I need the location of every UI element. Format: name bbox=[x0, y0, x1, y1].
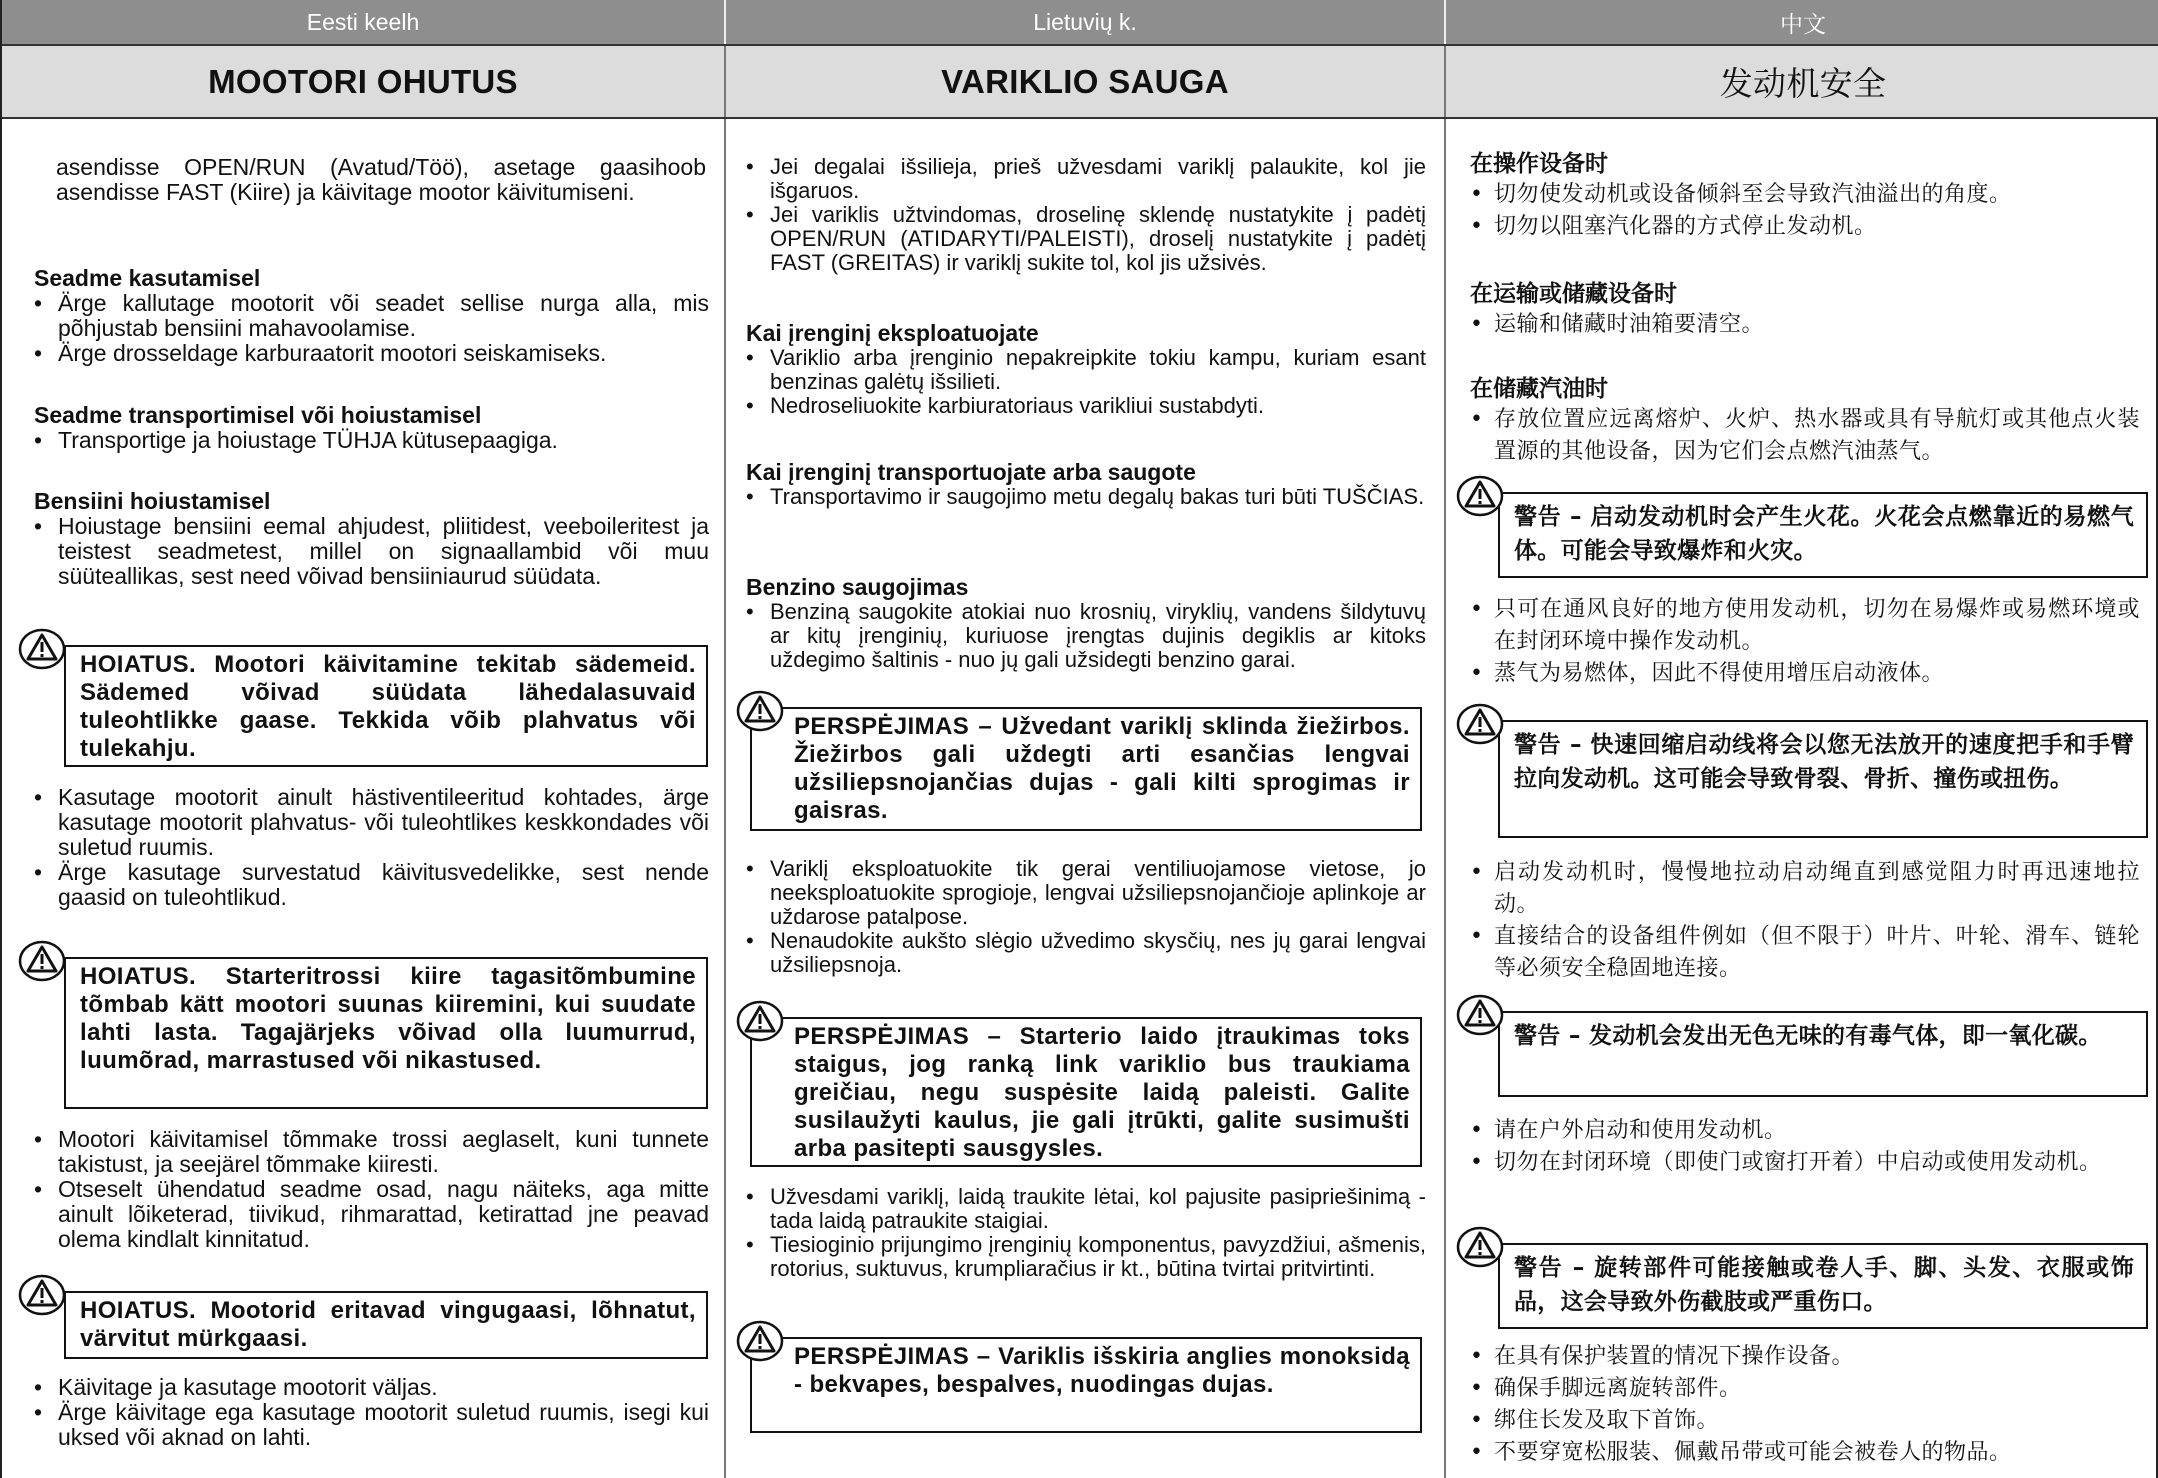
warning-triangle-icon bbox=[1456, 702, 1504, 746]
intro-paragraph: asendisse OPEN/RUN (Avatud/Töö), asetage gaasihoob asendisse FAST (Kiire) ja käivitage mootor käivitumiseni. bbox=[56, 154, 706, 205]
warning-box bbox=[750, 1017, 1422, 1167]
title-lithuanian: VARIKLIO SAUGA bbox=[726, 46, 1446, 117]
warning-triangle-icon bbox=[1456, 1225, 1504, 1269]
bullet-list bbox=[1470, 179, 2140, 243]
warning-triangle-icon bbox=[1456, 993, 1504, 1037]
warning-box bbox=[64, 957, 708, 1109]
warning-box bbox=[750, 1337, 1422, 1433]
warning-text: 警告 – 启动发动机时会产生火花。火花会点燃靠近的易燃气体。可能会导致爆炸和火灾。 bbox=[1514, 504, 2134, 564]
bullet-list bbox=[746, 155, 1426, 275]
warning-box bbox=[64, 1291, 708, 1359]
list-item: • Tiesioginio prijungimo įrenginių komponentus, pavyzdžiui, ašmenis, rotorius, suktuvus, krumpliaračius ir kt., būtina tvirtai pritvirtinti. bbox=[746, 1233, 1426, 1281]
column-chinese bbox=[1446, 119, 2158, 1478]
list-item: • Otseselt ühendatud seadme osad, nagu näiteks, aga mitte ainult lõiketerad, tiivikud, rihmarattad, ketirattad jne peavad olema kindlalt kinnitatud. bbox=[34, 1177, 709, 1252]
warning-triangle-icon bbox=[18, 627, 66, 671]
list-item: • Jei variklis užtvindomas, droselinę sklendę nustatykite į padėtį OPEN/RUN (ATIDARYTI/PALEISTI), droselį nustatykite į padėtį FAST (GREITAS) ir variklį sukite tol, kol jis užsivės. bbox=[746, 203, 1426, 275]
warning-box bbox=[1498, 1243, 2148, 1329]
list-item: • 运输和储藏时油箱要清空。 bbox=[1470, 309, 2140, 341]
list-item: • 存放位置应远离熔炉、火炉、热水器或具有导航灯或其他点火装置源的其他设备，因为它们会点燃汽油蒸气。 bbox=[1470, 404, 2140, 468]
section-heading: Seadme transportimisel või hoiustamisel bbox=[34, 402, 482, 428]
list-item: • 在具有保护装置的情况下操作设备。 bbox=[1470, 1341, 2140, 1373]
list-item: • Käivitage ja kasutage mootorit väljas. bbox=[34, 1375, 709, 1400]
list-item: • Mootori käivitamisel tõmmake trossi aeglaselt, kuni tunnete takistust, ja seejärel tõmmake kiiresti. bbox=[34, 1127, 709, 1177]
warning-box bbox=[1498, 720, 2148, 838]
list-item: • 蒸气为易燃体，因此不得使用增压启动液体。 bbox=[1470, 658, 2140, 690]
list-item: • Ärge drosseldage karburaatorit mootori seiskamiseks. bbox=[34, 341, 709, 366]
column-lithuanian bbox=[726, 119, 1446, 1478]
title-estonian: MOOTORI OHUTUS bbox=[2, 46, 726, 117]
warning-text: HOIATUS. Mootori käivitamine tekitab sädemeid. Sädemed võivad süüdata lähedalasuvaid tuleohtlikke gaase. Tekkida võib plahvatus või tulekahju. bbox=[80, 651, 696, 762]
bullet-list bbox=[1470, 1115, 2140, 1179]
list-item: • Benziną saugokite atokiai nuo krosnių, viryklių, vandens šildytuvų ar kitų įrenginių, kuriuose įrengtas dujinis degiklis ar kitoks uždegimo šaltinis - nuo jų gali užsidegti benzino garai. bbox=[746, 600, 1426, 672]
section-heading: 在运输或储藏设备时 bbox=[1470, 281, 1677, 307]
bullet-list bbox=[1470, 404, 2140, 468]
list-item: • 只可在通风良好的地方使用发动机，切勿在易爆炸或易燃环境或在封闭环境中操作发动机。 bbox=[1470, 594, 2140, 658]
list-item: • 启动发动机时，慢慢地拉动启动绳直到感觉阻力时再迅速地拉动。 bbox=[1470, 857, 2140, 921]
bullet-list bbox=[1470, 309, 2140, 341]
list-item: • 切勿使发动机或设备倾斜至会导致汽油溢出的角度。 bbox=[1470, 179, 2140, 211]
list-item: • Ärge kasutage survestatud käivitusvedelikke, sest nende gaasid on tuleohtlikud. bbox=[34, 860, 709, 910]
list-item: • Ärge käivitage ega kasutage mootorit suletud ruumis, isegi kui uksed või aknad on lahti. bbox=[34, 1400, 709, 1450]
warning-triangle-icon bbox=[736, 1319, 784, 1363]
list-item: • 不要穿宽松服装、佩戴吊带或可能会被卷人的物品。 bbox=[1470, 1437, 2140, 1469]
warning-text: PERSPĖJIMAS – Variklis išskiria anglies monoksidą - bekvapes, bespalves, nuodingas dujas. bbox=[794, 1343, 1410, 1398]
language-lithuanian: Lietuvių k. bbox=[726, 0, 1446, 44]
list-item: • 切勿以阻塞汽化器的方式停止发动机。 bbox=[1470, 211, 2140, 243]
section-heading: Bensiini hoiustamisel bbox=[34, 488, 271, 514]
bullet-list bbox=[1470, 594, 2140, 690]
bullet-list bbox=[746, 346, 1426, 418]
bullet-list bbox=[34, 514, 709, 589]
bullet-list bbox=[746, 857, 1426, 977]
bullet-list bbox=[746, 1185, 1426, 1281]
language-chinese: 中文 bbox=[1780, 10, 1826, 37]
list-item: • Transportavimo ir saugojimo metu degalų bakas turi būti TUŠČIAS. bbox=[746, 485, 1426, 509]
list-item: • 绑住长发及取下首饰。 bbox=[1470, 1405, 2140, 1437]
warning-triangle-icon bbox=[18, 939, 66, 983]
warning-box bbox=[64, 645, 708, 767]
list-item: • 确保手脚远离旋转部件。 bbox=[1470, 1373, 2140, 1405]
warning-triangle-icon bbox=[736, 999, 784, 1043]
list-item: • Jei degalai išsilieja, prieš užvesdami variklį palaukite, kol jie išgaruos. bbox=[746, 155, 1426, 203]
bullet-list bbox=[1470, 1341, 2140, 1469]
list-item: • Ärge kallutage mootorit või seadet sellise nurga alla, mis põhjustab bensiini mahavoolamise. bbox=[34, 291, 709, 341]
language-bar bbox=[2, 0, 2158, 44]
warning-text: HOIATUS. Mootorid eritavad vingugaasi, lõhnatut, värvitut mürkgaasi. bbox=[80, 1297, 696, 1352]
warning-box bbox=[750, 707, 1422, 831]
warning-triangle-icon bbox=[736, 689, 784, 733]
section-heading: Benzino saugojimas bbox=[746, 574, 969, 600]
bullet-list bbox=[34, 428, 709, 453]
list-item: • Kasutage mootorit ainult hästiventileeritud kohtades, ärge kasutage mootorit plahvatus- või tuleohtlikes keskkondades või suletud ruumis. bbox=[34, 785, 709, 860]
bullet-list bbox=[34, 1127, 709, 1252]
title-chinese: 发动机安全 bbox=[1719, 64, 1887, 103]
warning-triangle-icon bbox=[18, 1273, 66, 1317]
warning-text: 警告 – 发动机会发出无色无味的有毒气体，即一氧化碳。 bbox=[1514, 1023, 2102, 1049]
warning-box bbox=[1498, 1011, 2148, 1097]
section-heading: Kai įrenginį eksploatuojate bbox=[746, 320, 1039, 346]
column-estonian bbox=[2, 119, 726, 1478]
list-item: • Variklį eksploatuokite tik gerai ventiliuojamose vietose, jo neeksploatuokite sprogioje, lengvai užsiliepsnojančioje aplinkoje ar uždarose patalpose. bbox=[746, 857, 1426, 929]
list-item: • 切勿在封闭环境（即使门或窗打开着）中启动或使用发动机。 bbox=[1470, 1147, 2140, 1179]
list-item: • Hoiustage bensiini eemal ahjudest, pliitidest, veeboileritest ja teistest seadmetest, millel on signaallambid või muu süüteallikas, sest need võivad bensiiniaurud süüdata. bbox=[34, 514, 709, 589]
list-item: • 请在户外启动和使用发动机。 bbox=[1470, 1115, 2140, 1147]
list-item: • Nenaudokite aukšto slėgio užvedimo skysčių, nes jų garai lengvai užsiliepsnoja. bbox=[746, 929, 1426, 977]
section-heading: 在储藏汽油时 bbox=[1470, 376, 1608, 402]
warning-text: 警告 – 旋转部件可能接触或卷人手、脚、头发、衣服或饰品，这会导致外伤截肢或严重伤口。 bbox=[1514, 1255, 2134, 1315]
list-item: • Transportige ja hoiustage TÜHJA kütusepaagiga. bbox=[34, 428, 709, 453]
warning-box bbox=[1498, 492, 2148, 578]
list-item: • Variklio arba įrenginio nepakreipkite tokiu kampu, kuriam esant benzinas galėtų išsilieti. bbox=[746, 346, 1426, 394]
bullet-list bbox=[1470, 857, 2140, 985]
warning-text: PERSPĖJIMAS – Starterio laido įtraukimas toks staigus, jog ranką link variklio bus traukiama greičiau, negu suspėsite laidą paleisti. Galite susilaužyti kaulus, jie gali įtrūkti, galite susimušti arba pasitepti sausgysles. bbox=[794, 1023, 1410, 1162]
list-item: • Nedroseliuokite karbiuratoriaus varikliui sustabdyti. bbox=[746, 394, 1426, 418]
warning-text: 警告 – 快速回缩启动线将会以您无法放开的速度把手和手臂拉向发动机。这可能会导致骨裂、骨折、撞伤或扭伤。 bbox=[1514, 732, 2134, 792]
list-item: • 直接结合的设备组件例如（但不限于）叶片、叶轮、滑车、链轮等必须安全稳固地连接。 bbox=[1470, 921, 2140, 985]
warning-text: HOIATUS. Starteritrossi kiire tagasitõmbumine tõmbab kätt mootori suunas kiiremini, kui suudate lahti lasta. Tagajärjeks võivad olla luumurrud, luumõrad, marrastused või nikastused. bbox=[80, 963, 696, 1074]
bullet-list bbox=[34, 291, 709, 366]
warning-text: PERSPĖJIMAS – Užvedant variklį sklinda žiežirbos. Žiežirbos gali uždegti arti esančias lengvai užsiliepsnojančias dujas - gali kilti sprogimas ir gaisras. bbox=[794, 713, 1410, 824]
bullet-list bbox=[34, 785, 709, 910]
language-estonian: Eesti keelh bbox=[2, 0, 726, 44]
section-heading: 在操作设备时 bbox=[1470, 151, 1608, 177]
bullet-list bbox=[746, 485, 1426, 509]
title-bar bbox=[2, 44, 2158, 119]
list-item: • Užvesdami variklį, laidą traukite lėtai, kol pajusite pasipriešinimą - tada laidą patraukite staigiai. bbox=[746, 1185, 1426, 1233]
bullet-list bbox=[746, 600, 1426, 672]
warning-triangle-icon bbox=[1456, 474, 1504, 518]
section-heading: Seadme kasutamisel bbox=[34, 265, 261, 291]
bullet-list bbox=[34, 1375, 709, 1450]
section-heading: Kai įrenginį transportuojate arba saugote bbox=[746, 459, 1196, 485]
